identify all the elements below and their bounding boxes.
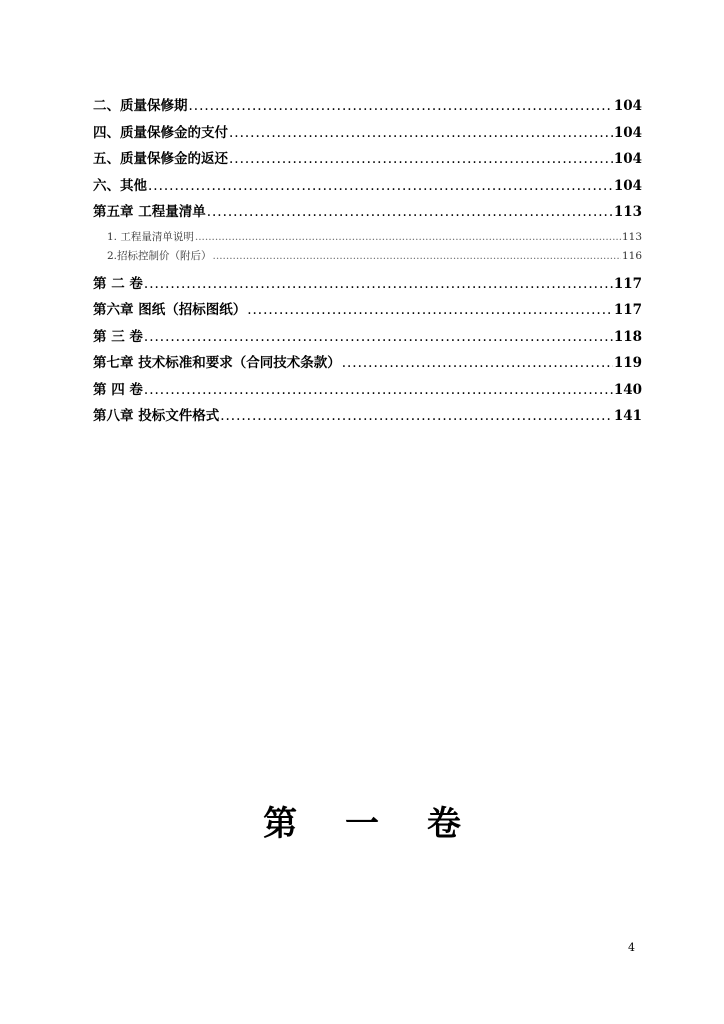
toc-subentry[interactable] [93,229,642,249]
toc-entry[interactable] [93,351,642,378]
toc-entry-page: 104 [613,151,642,167]
toc-entry-label: 六、其他 [93,177,147,194]
toc-entry-label: 第 二 卷 [93,275,143,292]
toc-entry-label: 五、质量保修金的返还 [93,151,228,167]
toc-entry-label: 第七章 技术标准和要求（合同技术条款） [93,355,341,371]
toc-entry-page: 113 [613,204,642,220]
toc-entry-label: 第五章 工程量清单 [93,204,206,220]
toc-entry[interactable] [93,378,642,405]
toc-entry-label: 四、质量保修金的支付 [93,124,228,141]
toc-leader-dots [229,151,613,167]
toc-entry-label: 二、质量保修期 [93,98,188,114]
toc-leader-dots [144,382,613,398]
toc-entry[interactable] [93,121,642,148]
toc-entry-page: 104 [613,124,642,141]
toc-entry-page: 118 [613,328,642,345]
toc-entry-page: 141 [613,408,642,424]
toc-subentry-label: 2.招标控制价（附后） [107,250,212,262]
toc-entry-label: 第 四 卷 [93,381,143,398]
toc-entry-page: 117 [613,302,642,318]
toc-subentry-label: 1. 工程量清单说明 [107,230,194,243]
toc-entry[interactable] [93,325,642,352]
toc-leader-dots [148,178,613,194]
toc-entry-page: 117 [613,275,642,292]
toc-leader-dots [229,125,613,141]
toc-entry[interactable] [93,174,642,201]
toc-entry-label: 第八章 投标文件格式 [93,408,220,424]
volume-heading: 第 一 卷 [263,804,479,844]
toc-leader-dots [207,204,613,220]
toc-entry[interactable] [93,147,642,174]
table-of-contents [93,94,642,431]
toc-subentry-page: 113 [621,230,642,243]
toc-entry[interactable] [93,272,642,299]
toc-entry-page: 104 [613,98,642,114]
toc-entry[interactable] [93,200,642,227]
toc-leader-dots [144,329,613,345]
toc-leader-dots [213,250,621,262]
toc-entry[interactable] [93,298,642,325]
toc-entry[interactable] [93,404,642,431]
toc-entry-label: 第六章 图纸（招标图纸） [93,302,247,318]
toc-entry-page: 119 [613,355,642,371]
toc-leader-dots [220,408,613,424]
toc-leader-dots [144,276,613,292]
page-number: 4 [628,941,635,954]
toc-leader-dots [342,355,613,371]
toc-leader-dots [247,302,613,318]
toc-subentry[interactable] [93,248,642,268]
toc-entry-label: 第 三 卷 [93,328,143,345]
toc-entry[interactable] [93,94,642,121]
toc-entry-page: 140 [613,381,642,398]
toc-entry-page: 104 [613,177,642,194]
toc-leader-dots [189,98,613,114]
toc-leader-dots [195,231,621,243]
toc-subentry-page: 116 [621,250,642,262]
